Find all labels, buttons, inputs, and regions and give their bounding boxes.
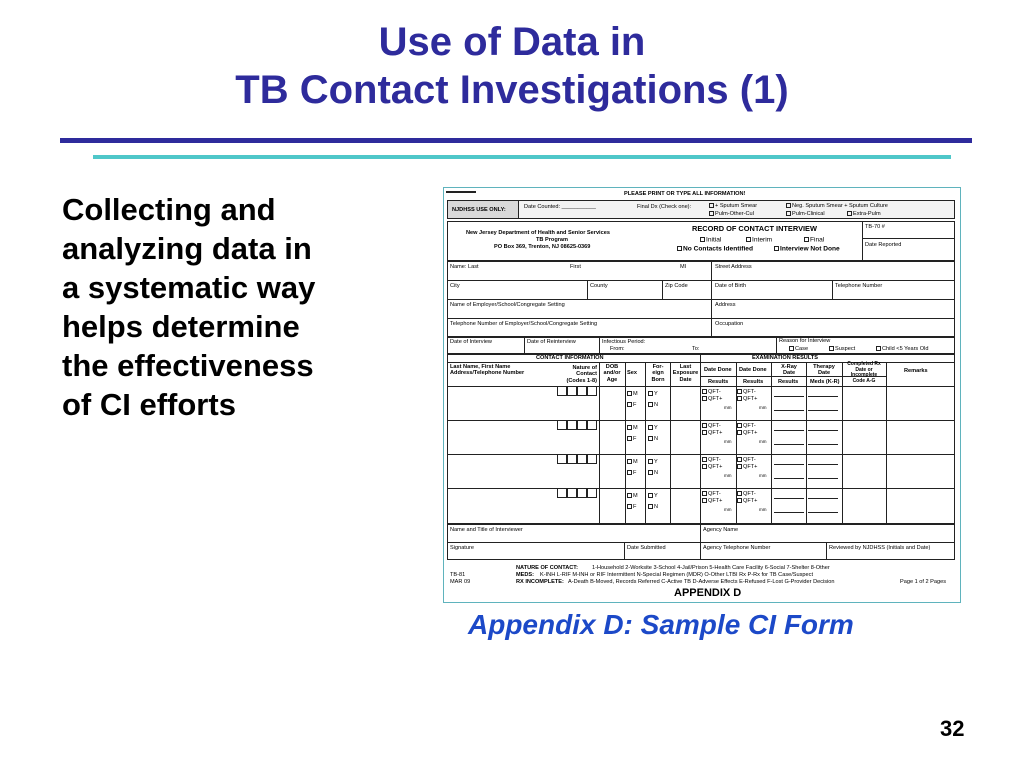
- checkbox-icon: [627, 391, 632, 396]
- qft-pos-option: [737, 396, 757, 402]
- agency-line-3: PO Box 369, Trenton, NJ 08625-0369: [494, 244, 591, 250]
- sex-m-label: M: [633, 391, 638, 397]
- foreign-yes-option: [648, 459, 658, 465]
- accent-rule: [93, 155, 951, 159]
- foreign-yes-label: Y: [654, 391, 658, 397]
- checkbox-icon: [702, 464, 707, 469]
- divider: [447, 280, 955, 281]
- col-results-1: Results: [708, 379, 729, 385]
- divider: [711, 261, 712, 337]
- col-exposure-header: Last Exposure Date: [672, 364, 699, 383]
- form-banner: PLEASE PRINT OR TYPE ALL INFORMATION!: [624, 191, 746, 197]
- rx-codes: A-Death B-Moved, Records Referred C-Active TB D-Adverse Effects E-Refused F-Lost G-Provider Decision: [568, 579, 835, 585]
- qft-pos-option: [702, 498, 722, 504]
- qft-neg-option: [702, 457, 721, 463]
- result-line: [808, 498, 838, 499]
- result-line: [774, 478, 804, 479]
- code-box: [577, 488, 587, 498]
- checkbox-icon: [702, 457, 707, 462]
- divider: [700, 524, 701, 560]
- checkbox-icon: [627, 436, 632, 441]
- no-contacts-option: [677, 246, 753, 253]
- mm-unit: mm: [724, 473, 732, 478]
- code-box: [577, 386, 587, 396]
- qft-neg-option: [737, 423, 756, 429]
- dx-option: [709, 203, 757, 209]
- qft-pos-label: QFT+: [743, 498, 758, 504]
- foreign-no-option: [648, 504, 658, 510]
- result-line: [808, 396, 838, 397]
- result-line: [774, 498, 804, 499]
- checkbox-icon: [648, 425, 653, 430]
- code-box: [567, 420, 577, 430]
- body-line: of CI efforts: [62, 387, 236, 422]
- result-line: [808, 464, 838, 465]
- checkbox-icon: [627, 425, 632, 430]
- nature-codes-label: NATURE OF CONTACT:: [516, 565, 578, 571]
- title-rule: [60, 138, 972, 143]
- body-line: helps determine: [62, 309, 300, 344]
- sex-f-label: F: [633, 402, 637, 408]
- col-meds: Meds (K-R): [810, 379, 840, 385]
- col-sex-header: Sex: [627, 370, 637, 376]
- sex-m-label: M: [633, 459, 638, 465]
- col-date-done-2: Date Done: [739, 367, 767, 373]
- qft-pos-option: [737, 464, 757, 470]
- qft-neg-label: QFT-: [708, 423, 721, 429]
- foreign-no-option: [648, 402, 658, 408]
- result-line: [774, 444, 804, 445]
- checkbox-icon: [789, 346, 794, 351]
- row-divider: [447, 488, 955, 489]
- sex-f-label: F: [633, 436, 637, 442]
- dob-label: Date of Birth: [715, 283, 747, 289]
- checkbox-icon: [677, 246, 682, 251]
- result-line: [808, 512, 838, 513]
- code-box: [567, 454, 577, 464]
- checkbox-icon: [804, 237, 809, 242]
- sex-m-label: M: [633, 425, 638, 431]
- foreign-yes-option: [648, 493, 658, 499]
- qft-neg-label: QFT-: [708, 457, 721, 463]
- meds-codes-label: MEDS:: [516, 572, 535, 578]
- checkbox-icon: [737, 464, 742, 469]
- njdhss-label: NJDHSS USE ONLY:: [452, 207, 506, 213]
- foreign-no-label: N: [654, 436, 659, 442]
- from-label: From:: [610, 346, 625, 352]
- title-line-2: TB Contact Investigations (1): [235, 68, 789, 112]
- tb-number: TB-70 #: [865, 224, 885, 230]
- telephone-label: Telephone Number: [835, 283, 883, 289]
- col-results-2: Results: [743, 379, 764, 385]
- appendix-label: APPENDIX D: [674, 587, 742, 599]
- checkbox-icon: [648, 493, 653, 498]
- checkbox-icon: [737, 396, 742, 401]
- sex-m-option: [627, 493, 638, 499]
- record-option-label: Final: [810, 236, 825, 244]
- qft-pos-option: [737, 498, 757, 504]
- checkbox-icon: [746, 237, 751, 242]
- col-date-done-1: Date Done: [704, 367, 732, 373]
- result-line: [774, 512, 804, 513]
- qft-neg-label: QFT-: [708, 389, 721, 395]
- nature-codes: 1-Household 2-Worksite 3-School 4-Jail/Prison 5-Health Care Facility 6-Social 7-Shelter 8-Other: [592, 565, 830, 571]
- interviewer-label: Name and Title of Interviewer: [450, 527, 523, 533]
- code-box: [557, 420, 567, 430]
- checkbox-icon: [648, 504, 653, 509]
- mm-unit: mm: [759, 405, 767, 410]
- checkbox-icon: [627, 402, 632, 407]
- checkbox-icon: [737, 491, 742, 496]
- divider: [826, 542, 827, 560]
- result-line: [808, 478, 838, 479]
- form-code-1: TB-81: [450, 572, 466, 578]
- checkbox-icon: [737, 498, 742, 503]
- checkbox-icon: [709, 203, 714, 208]
- slide-title: [0, 18, 1024, 114]
- mm-unit: mm: [759, 439, 767, 444]
- qft-pos-option: [737, 430, 757, 436]
- checkbox-icon: [648, 391, 653, 396]
- sex-f-option: [627, 436, 636, 442]
- code-box: [557, 454, 567, 464]
- foreign-yes-label: Y: [654, 425, 658, 431]
- checkbox-icon: [702, 491, 707, 496]
- checkbox-icon: [702, 498, 707, 503]
- dx-option-label: Neg. Sputum Smear + Sputum Culture: [792, 203, 888, 209]
- checkbox-icon: [829, 346, 834, 351]
- dx-option-label: Pulm-Other-Cul: [715, 211, 754, 217]
- qft-pos-label: QFT+: [708, 498, 723, 504]
- mm-unit: mm: [724, 405, 732, 410]
- checkbox-icon: [648, 470, 653, 475]
- sex-f-label: F: [633, 504, 637, 510]
- dx-option: [786, 211, 825, 217]
- checkbox-icon: [786, 203, 791, 208]
- mm-unit: mm: [724, 439, 732, 444]
- employer-phone-label: Telephone Number of Employer/School/Congregate Setting: [450, 321, 598, 327]
- mm-unit: mm: [724, 507, 732, 512]
- checkbox-icon: [737, 430, 742, 435]
- qft-neg-option: [737, 491, 756, 497]
- title-line-1: Use of Data in: [378, 20, 646, 64]
- mm-unit: mm: [759, 473, 767, 478]
- reviewed-by-label: Reviewed by NJDHSS (Initials and Date): [829, 545, 931, 551]
- checkbox-icon: [847, 211, 852, 216]
- checkbox-icon: [737, 389, 742, 394]
- dx-option: [786, 203, 888, 209]
- contact-info-header: CONTACT INFORMATION: [536, 355, 604, 361]
- page-number: 32: [940, 716, 965, 741]
- record-option: [700, 237, 721, 244]
- dx-option: [847, 211, 881, 217]
- sex-m-option: [627, 459, 638, 465]
- qft-pos-option: [702, 464, 722, 470]
- divider: [776, 337, 777, 354]
- checkbox-icon: [648, 436, 653, 441]
- code-box: [557, 386, 567, 396]
- reason-option-label: Suspect: [835, 346, 856, 352]
- sex-m-option: [627, 391, 638, 397]
- reason-label: Reason for Interview: [779, 338, 831, 344]
- foreign-yes-label: Y: [654, 459, 658, 465]
- employer-label: Name of Employer/School/Congregate Setting: [450, 302, 565, 308]
- body-line: a systematic way: [62, 270, 316, 305]
- record-option-label: Initial: [706, 236, 722, 244]
- col-foreign-header: For-eign Born: [651, 364, 665, 383]
- checkbox-icon: [648, 459, 653, 464]
- foreign-no-label: N: [654, 504, 659, 510]
- agency-line-2: TB Program: [536, 237, 569, 243]
- reason-option: [876, 346, 929, 352]
- row-divider: [447, 386, 955, 387]
- foreign-no-label: N: [654, 402, 659, 408]
- date-reported: Date Reported: [865, 242, 902, 248]
- qft-pos-label: QFT+: [708, 396, 723, 402]
- col-xray-header: X-Ray Date: [781, 364, 797, 377]
- checkbox-icon: [786, 211, 791, 216]
- divider: [587, 280, 588, 299]
- col-therapy-header: Therapy Date: [813, 364, 835, 377]
- city-label: City: [450, 283, 460, 289]
- foreign-yes-option: [648, 391, 658, 397]
- qft-neg-label: QFT-: [743, 457, 756, 463]
- occupation-label: Occupation: [715, 321, 744, 327]
- foreign-no-option: [648, 470, 658, 476]
- col-remarks-header: Remarks: [904, 368, 928, 374]
- mm-unit: mm: [759, 507, 767, 512]
- qft-pos-label: QFT+: [743, 430, 758, 436]
- qft-neg-label: QFT-: [743, 389, 756, 395]
- dx-option-label: Pulm-Clinical: [792, 211, 825, 217]
- county-label: County: [590, 283, 608, 289]
- agency-name-label: Agency Name: [703, 527, 739, 533]
- first-name-label: First: [570, 264, 581, 270]
- record-option: [746, 237, 772, 244]
- record-option: [804, 237, 824, 244]
- col-name-header: Last Name, First Name Address/Telephone Number: [450, 364, 525, 377]
- sex-m-option: [627, 425, 638, 431]
- body-line: analyzing data in: [62, 231, 312, 266]
- page-of-label: Page 1 of 2 Pages: [900, 579, 947, 585]
- checkbox-icon: [627, 470, 632, 475]
- checkbox-icon: [627, 504, 632, 509]
- qft-neg-option: [702, 389, 721, 395]
- sex-f-label: F: [633, 470, 637, 476]
- checkbox-icon: [702, 430, 707, 435]
- code-box: [577, 420, 587, 430]
- dx-option-label: Extra-Pulm: [853, 211, 881, 217]
- row-divider: [447, 454, 955, 455]
- sex-f-option: [627, 504, 636, 510]
- figure-caption: Appendix D: Sample CI Form: [468, 609, 854, 640]
- foreign-yes-label: Y: [654, 493, 658, 499]
- body-text: [62, 190, 392, 424]
- final-dx-label: Final Dx (Check one):: [637, 204, 692, 210]
- date-reinterview-label: Date of Reinterview: [527, 339, 576, 345]
- date-submitted-label: Date Submitted: [627, 545, 666, 551]
- result-line: [808, 444, 838, 445]
- result-line: [808, 430, 838, 431]
- divider: [524, 337, 525, 354]
- checkbox-icon: [737, 423, 742, 428]
- agency-phone-label: Agency Telephone Number: [703, 545, 771, 551]
- checkbox-icon: [876, 346, 881, 351]
- body-line: Collecting and: [62, 192, 276, 227]
- qft-neg-label: QFT-: [743, 491, 756, 497]
- qft-neg-option: [737, 389, 756, 395]
- code-box: [587, 454, 597, 464]
- col-completed-header: Completed Rx Date or Incomplete Code A-G: [847, 361, 881, 384]
- sex-f-option: [627, 402, 636, 408]
- divider: [862, 221, 863, 261]
- code-box: [587, 420, 597, 430]
- code-box: [567, 386, 577, 396]
- body-line: the effectiveness: [62, 348, 314, 383]
- qft-pos-option: [702, 430, 722, 436]
- code-box: [577, 454, 587, 464]
- checkbox-icon: [702, 396, 707, 401]
- qft-neg-option: [737, 457, 756, 463]
- divider: [832, 280, 833, 299]
- checkbox-icon: [774, 246, 779, 251]
- form-corner-mark: [446, 191, 476, 193]
- result-line: [774, 410, 804, 411]
- result-line: [774, 430, 804, 431]
- to-label: To:: [692, 346, 700, 352]
- signature-label: Signature: [450, 545, 474, 551]
- rx-codes-label: RX INCOMPLETE:: [516, 579, 564, 585]
- reason-option-label: Child <5 Years Old: [882, 346, 929, 352]
- date-counted: Date Counted: ___________: [524, 204, 596, 210]
- checkbox-icon: [702, 423, 707, 428]
- exam-results-header: EXAMINATION RESULTS: [752, 355, 818, 361]
- divider: [599, 337, 600, 354]
- dx-option-label: + Sputum Smear: [715, 203, 758, 209]
- middle-initial-label: MI: [680, 264, 687, 270]
- checkbox-icon: [702, 389, 707, 394]
- qft-pos-label: QFT+: [708, 430, 723, 436]
- checkbox-icon: [648, 402, 653, 407]
- foreign-no-label: N: [654, 470, 659, 476]
- divider: [662, 280, 663, 299]
- result-line: [774, 396, 804, 397]
- qft-pos-label: QFT+: [743, 396, 758, 402]
- date-interview-label: Date of Interview: [450, 339, 492, 345]
- qft-pos-option: [702, 396, 722, 402]
- foreign-yes-option: [648, 425, 658, 431]
- interview-not-done-option: [774, 246, 840, 253]
- divider: [624, 542, 625, 560]
- reason-option: [829, 346, 855, 352]
- interview-not-done-label: Interview Not Done: [780, 245, 840, 253]
- sex-m-label: M: [633, 493, 638, 499]
- address-label: Address: [715, 302, 736, 308]
- qft-neg-option: [702, 423, 721, 429]
- qft-neg-option: [702, 491, 721, 497]
- code-box: [587, 488, 597, 498]
- divider: [447, 318, 955, 319]
- foreign-no-option: [648, 436, 658, 442]
- divider: [447, 542, 955, 543]
- sex-f-option: [627, 470, 636, 476]
- form-code-2: MAR 09: [450, 579, 471, 585]
- divider: [700, 354, 701, 524]
- divider: [447, 299, 955, 300]
- qft-neg-label: QFT-: [743, 423, 756, 429]
- col-results-3: Results: [778, 379, 799, 385]
- code-box: [587, 386, 597, 396]
- qft-neg-label: QFT-: [708, 491, 721, 497]
- qft-pos-label: QFT+: [708, 464, 723, 470]
- dx-option: [709, 211, 754, 217]
- street-label: Street Address: [715, 264, 752, 270]
- checkbox-icon: [709, 211, 714, 216]
- meds-codes: K-INH L-RIF M-INH or RIF Intermittent N-Special Regimen (MDR) O-Other LTBI Rx P-Rx for TB Case/Suspect: [540, 572, 814, 578]
- row-divider: [447, 420, 955, 421]
- agency-line-1: New Jersey Department of Health and Senior Services: [466, 230, 610, 236]
- checkbox-icon: [737, 457, 742, 462]
- infectious-period-label: Infectious Period:: [602, 339, 646, 345]
- reason-option-label: Case: [795, 346, 809, 352]
- code-box: [557, 488, 567, 498]
- result-line: [808, 410, 838, 411]
- col-nature-header: Nature of Contact (Codes 1-8): [566, 365, 597, 384]
- sample-ci-form: [443, 187, 961, 603]
- reason-option: [789, 346, 808, 352]
- name-last-label: Name: Last: [450, 264, 479, 270]
- checkbox-icon: [627, 493, 632, 498]
- code-box: [567, 488, 577, 498]
- record-option-label: Interim: [752, 236, 773, 244]
- record-title: RECORD OF CONTACT INTERVIEW: [692, 224, 817, 233]
- checkbox-icon: [700, 237, 705, 242]
- checkbox-icon: [627, 459, 632, 464]
- qft-pos-label: QFT+: [743, 464, 758, 470]
- zip-label: Zip Code: [665, 283, 688, 289]
- divider: [862, 238, 955, 239]
- result-line: [774, 464, 804, 465]
- no-contacts-label: No Contacts Identified: [683, 245, 753, 253]
- col-dob-header: DOB and/or Age: [603, 364, 621, 383]
